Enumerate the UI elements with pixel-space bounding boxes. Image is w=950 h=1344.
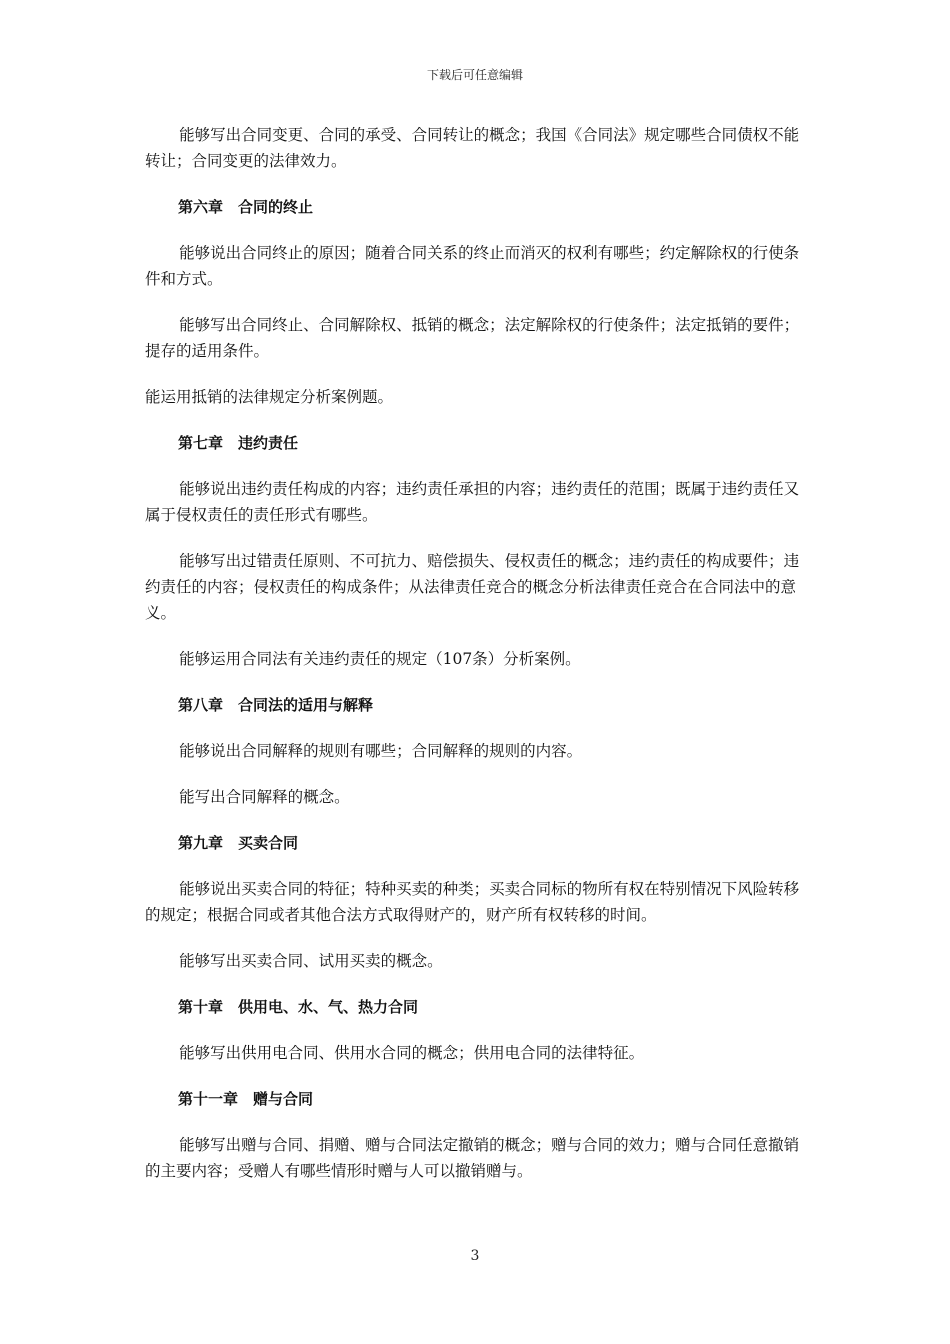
chapter-heading: 第十一章 赠与合同	[178, 1090, 314, 1108]
chapter-heading: 第六章 合同的终止	[178, 198, 314, 216]
chapter-heading: 第八章 合同法的适用与解释	[178, 696, 374, 714]
page-header: 下载后可任意编辑	[426, 68, 523, 82]
paragraph: 能够写出合同变更、合同的承受、合同转让的概念；我国《合同法》规定哪些合同债权不能转让；合同变更的法律效力。	[145, 126, 800, 170]
paragraph: 能够写出赠与合同、捐赠、赠与合同法定撤销的概念；赠与合同的效力；赠与合同任意撤销的主要内容；受赠人有哪些情形时赠与人可以撤销赠与。	[145, 1136, 800, 1180]
paragraph: 能够说出买卖合同的特征；特种买卖的种类；买卖合同标的物所有权在特别情况下风险转移的规定；根据合同或者其他合法方式取得财产的，财产所有权转移的时间。	[145, 880, 800, 924]
paragraph: 能够写出过错责任原则、不可抗力、赔偿损失、侵权责任的概念；违约责任的构成要件；违约责任的内容；侵权责任的构成条件；从法律责任竞合的概念分析法律责任竞合在合同法中的意义。	[145, 552, 800, 622]
document-body	[145, 122, 800, 1204]
paragraph: 能够写出合同终止、合同解除权、抵销的概念；法定解除权的行使条件；法定抵销的要件；提存的适用条件。	[145, 316, 800, 360]
paragraph: 能够写出买卖合同、试用买卖的概念。	[179, 952, 443, 970]
chapter-heading: 第九章 买卖合同	[178, 834, 299, 852]
paragraph: 能写出合同解释的概念。	[179, 788, 350, 806]
paragraph: 能够说出合同终止的原因；随着合同关系的终止而消灭的权利有哪些；约定解除权的行使条件和方式。	[145, 244, 800, 288]
paragraph: 能够运用合同法有关违约责任的规定（107条）分析案例。	[179, 650, 581, 668]
paragraph: 能够说出合同解释的规则有哪些；合同解释的规则的内容。	[179, 742, 583, 760]
chapter-heading: 第七章 违约责任	[178, 434, 299, 452]
paragraph: 能够说出违约责任构成的内容；违约责任承担的内容；违约责任的范围；既属于违约责任又属于侵权责任的责任形式有哪些。	[145, 480, 800, 524]
paragraph: 能够写出供用电合同、供用水合同的概念；供用电合同的法律特征。	[179, 1044, 645, 1062]
paragraph: 能运用抵销的法律规定分析案例题。	[145, 388, 394, 406]
chapter-heading: 第十章 供用电、水、气、热力合同	[178, 998, 419, 1016]
page-number: 3	[470, 1248, 480, 1264]
